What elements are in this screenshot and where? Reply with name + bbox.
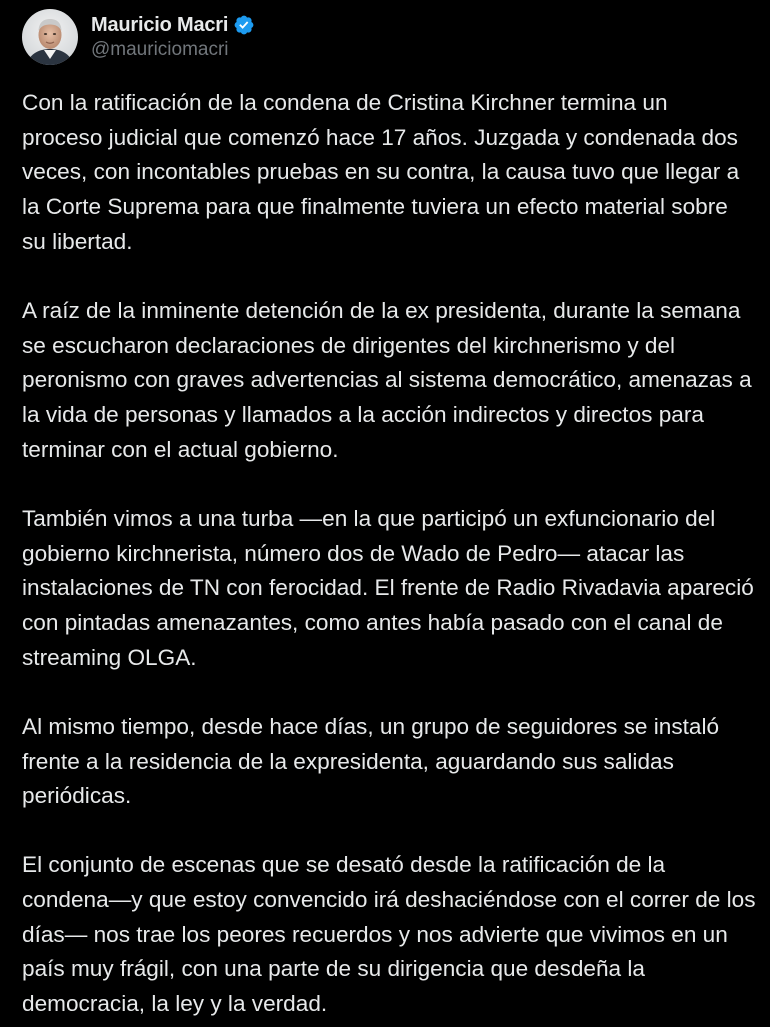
tweet-paragraph-1 xyxy=(22,86,770,259)
tweet-paragraph-3 xyxy=(22,502,770,675)
avatar[interactable] xyxy=(22,9,78,65)
tweet-line: instalaciones de TN con ferocidad. El frente de Radio Rivadavia apareció xyxy=(22,575,754,601)
tweet-line: El conjunto de escenas que se desató desde la ratificación de la xyxy=(22,852,666,878)
tweet-line: periódicas. xyxy=(22,783,132,809)
tweet-line: frente a la residencia de la expresidenta, aguardando sus salidas xyxy=(22,748,674,774)
avatar-photo xyxy=(22,9,78,65)
tweet-line: se escucharon declaraciones de dirigentes del kirchnerismo y del xyxy=(22,332,676,358)
tweet-line: democracia, la ley y la verdad. xyxy=(22,991,328,1017)
tweet-paragraph-2 xyxy=(22,294,770,467)
tweet-line: días— nos trae los peores recuerdos y nos advierte que vivimos en un xyxy=(22,921,728,947)
tweet-line: con pintadas amenazantes, como antes había pasado con el canal de xyxy=(22,609,723,635)
tweet-paragraph-5 xyxy=(22,848,770,1021)
tweet-line: Al mismo tiempo, desde hace días, un grupo de seguidores se instaló xyxy=(22,713,720,739)
tweet-text xyxy=(22,86,770,1027)
tweet-line: A raíz de la inminente detención de la ex presidenta, durante la semana xyxy=(22,297,741,323)
display-name-row xyxy=(91,13,255,37)
author-display-name[interactable]: Mauricio Macri xyxy=(91,13,229,36)
tweet-line: streaming OLGA. xyxy=(22,644,197,670)
tweet-line: terminar con el actual gobierno. xyxy=(22,436,339,462)
tweet-line: Con la ratificación de la condena de Cristina Kirchner termina un xyxy=(22,90,668,115)
tweet-line: gobierno kirchnerista, número dos de Wado de Pedro— atacar las xyxy=(22,540,685,566)
tweet-line: veces, con incontables pruebas en su contra, la causa tuvo que llegar a xyxy=(22,159,740,185)
author-names xyxy=(91,13,255,62)
tweet-paragraph-4 xyxy=(22,710,770,814)
tweet-line: su libertad. xyxy=(22,228,133,254)
author-handle[interactable]: @mauriciomacri xyxy=(91,38,229,60)
tweet-line: También vimos a una turba —en la que participó un exfuncionario del xyxy=(22,505,716,531)
tweet-line: la vida de personas y llamados a la acción indirectos y directos para xyxy=(22,402,704,427)
tweet-line: condena—y que estoy convencido irá deshaciéndose con el correr de los xyxy=(22,887,756,913)
tweet-line: la Corte Suprema para que finalmente tuviera un efecto material sobre xyxy=(22,194,728,220)
tweet-line: país muy frágil, con una parte de su dirigencia que desdeña la xyxy=(22,956,645,982)
tweet-line: proceso judicial que comenzó hace 17 años. Juzgada y condenada dos xyxy=(22,124,738,150)
tweet-author-header xyxy=(22,8,255,66)
tweet-line: peronismo con graves advertencias al sistema democrático, amenazas a xyxy=(22,367,752,393)
verified-badge-icon xyxy=(233,14,255,36)
